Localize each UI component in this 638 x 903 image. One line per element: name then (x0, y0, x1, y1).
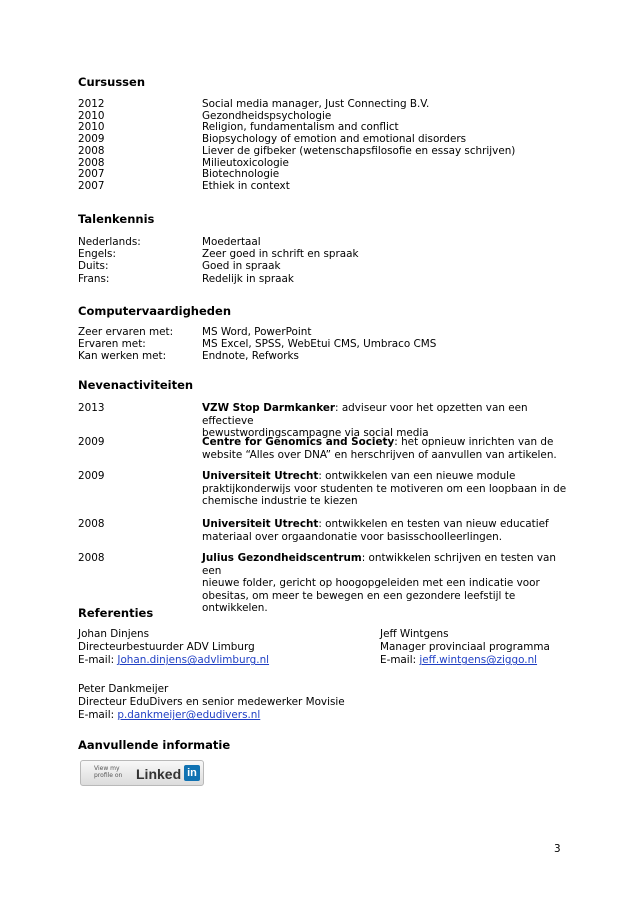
course-row-value: Ethiek in context (202, 179, 290, 192)
activity-year: 2008 (78, 552, 105, 564)
activity-description (202, 470, 572, 508)
activity-year: 2009 (78, 436, 105, 448)
section-title-referenties: Referenties (78, 606, 154, 620)
language-row-value: Redelijk in spraak (202, 272, 294, 285)
course-row (78, 121, 568, 133)
activity-description (202, 436, 572, 461)
activity-description (202, 552, 572, 615)
section-title-computervaardigheden: Computervaardigheden (78, 304, 232, 318)
section-title-cursussen: Cursussen (78, 75, 146, 89)
course-row-label: 2009 (78, 133, 105, 146)
activity-description (202, 402, 572, 440)
activity-text: : ontwikkelen schrijven en testen van een (202, 552, 556, 577)
course-row-value: Gezondheidspsychologie (202, 109, 332, 122)
course-row-label: 2008 (78, 156, 105, 169)
activity-line: chemische industrie te kiezen (202, 495, 358, 508)
activity-organization: Universiteit Utrecht (202, 470, 319, 482)
skill-row-value: Endnote, Refworks (202, 350, 299, 363)
course-row-label: 2008 (78, 144, 105, 157)
course-row (78, 180, 568, 192)
email-label: E-mail: (78, 709, 118, 722)
course-row-value: Social media manager, Just Connecting B.V. (202, 98, 430, 110)
course-row-value: Biopsychology of emotion and emotional disorders (202, 133, 467, 146)
email-link-johan[interactable]: Johan.dinjens@advlimburg.nl (117, 654, 270, 667)
activity-organization: VZW Stop Darmkanker (202, 402, 336, 414)
reference-name: Johan Dinjens (78, 628, 150, 640)
linkedin-wordmark: Linked (136, 766, 182, 782)
section-title-nevenactiviteiten: Nevenactiviteiten (78, 378, 194, 392)
activity-line: nieuwe folder, gericht op hoogopgeleiden met een indicatie voor (202, 577, 540, 590)
course-row-value: Milieutoxicologie (202, 156, 289, 169)
language-row-label: Engels: (78, 248, 116, 261)
course-row (78, 98, 568, 110)
section-title-talenkennis: Talenkennis (78, 212, 155, 226)
email-label: E-mail: (380, 654, 420, 667)
skill-row (78, 350, 568, 362)
page-number: 3 (554, 843, 561, 855)
reference-email-line (78, 654, 269, 667)
activity-year: 2009 (78, 470, 105, 482)
language-row-label: Frans: (78, 272, 110, 285)
course-row-value: Biotechnologie (202, 168, 280, 181)
reference-role: Manager provinciaal programma (380, 641, 550, 654)
reference-peter-dankmeijer (78, 683, 345, 723)
linkedin-badge-text (94, 765, 122, 779)
activity-line: bewustwordingscampagne via social media (202, 427, 429, 440)
activity-organization: Centre for Genomics and Society (202, 436, 395, 448)
activity-line (202, 436, 572, 449)
course-row-label: 2007 (78, 179, 105, 192)
skill-row (78, 338, 568, 350)
language-row-label: Duits: (78, 260, 109, 273)
activity-row (78, 470, 568, 510)
language-row-value: Moedertaal (202, 236, 261, 248)
language-row (78, 248, 568, 260)
reference-name: Jeff Wintgens (380, 628, 449, 640)
skill-row-value: MS Excel, SPSS, WebEtui CMS, Umbraco CMS (202, 338, 437, 351)
email-label: E-mail: (78, 654, 118, 667)
activity-line (202, 402, 572, 427)
course-row-label: 2012 (78, 98, 105, 110)
activity-year: 2008 (78, 518, 105, 530)
email-link-peter[interactable]: p.dankmeijer@edudivers.nl (117, 709, 261, 722)
activity-text: : adviseur voor het opzetten van een effectieve (202, 402, 528, 427)
activity-line: materiaal over orgaandonatie voor basisschoolleerlingen. (202, 530, 503, 543)
email-link-jeff[interactable]: jeff.wintgens@ziggo.nl (419, 654, 538, 667)
linkedin-line2: profile on (94, 772, 123, 779)
course-row-value: Religion, fundamentalism and conflict (202, 121, 399, 134)
skill-row-label: Zeer ervaren met: (78, 326, 174, 338)
skill-row-label: Ervaren met: (78, 338, 146, 351)
language-row-label: Nederlands: (78, 236, 141, 248)
course-row (78, 168, 568, 180)
language-row (78, 236, 568, 248)
course-row-label: 2007 (78, 168, 105, 181)
reference-email-line (78, 709, 345, 722)
reference-role: Directeurbestuurder ADV Limburg (78, 641, 255, 654)
course-row-label: 2010 (78, 109, 105, 122)
activity-line: praktijkonderwijs voor studenten te motiveren om een loopbaan in de (202, 482, 567, 495)
section-title-aanvullende-informatie: Aanvullende informatie (78, 738, 231, 752)
course-row (78, 157, 568, 169)
activity-text: : ontwikkelen van een nieuwe module (318, 470, 516, 482)
linkedin-line1: View my (94, 765, 120, 772)
language-row (78, 273, 568, 285)
activity-organization: Universiteit Utrecht (202, 518, 319, 530)
skill-row (78, 326, 568, 338)
activity-description (202, 518, 572, 543)
activity-line (202, 552, 572, 577)
activity-year: 2013 (78, 402, 105, 414)
course-row (78, 133, 568, 145)
course-row (78, 110, 568, 122)
course-row (78, 145, 568, 157)
reference-johan-dinjens (78, 628, 269, 668)
activity-line: obesitas, om meer te bewegen en een gezondere leefstijl te ontwikkelen. (202, 589, 516, 615)
skill-row-label: Kan werken met: (78, 350, 167, 363)
linkedin-profile-button[interactable] (80, 760, 204, 786)
activity-text: : het opnieuw inrichten van de (394, 436, 554, 448)
language-row (78, 260, 568, 272)
reference-role: Directeur EduDivers en senior medewerker Movisie (78, 696, 345, 709)
skill-row-value: MS Word, PowerPoint (202, 326, 312, 338)
course-row-value: Liever de gifbeker (wetenschapsfilosofie en essay schrijven) (202, 144, 516, 157)
activity-text: : ontwikkelen en testen van nieuw educatief (318, 518, 549, 530)
activity-organization: Julius Gezondheidscentrum (202, 552, 362, 564)
language-row-value: Zeer goed in schrift en spraak (202, 248, 359, 261)
linkedin-in-icon: in (184, 765, 200, 781)
activity-line (202, 470, 572, 483)
course-row-label: 2010 (78, 121, 105, 134)
reference-name: Peter Dankmeijer (78, 683, 169, 695)
activity-line (202, 518, 572, 531)
reference-jeff-wintgens (380, 628, 550, 668)
reference-email-line (380, 654, 550, 667)
activity-line: website “Alles over DNA” en herschrijven of aanvullen van artikelen. (202, 448, 557, 461)
language-row-value: Goed in spraak (202, 260, 281, 273)
